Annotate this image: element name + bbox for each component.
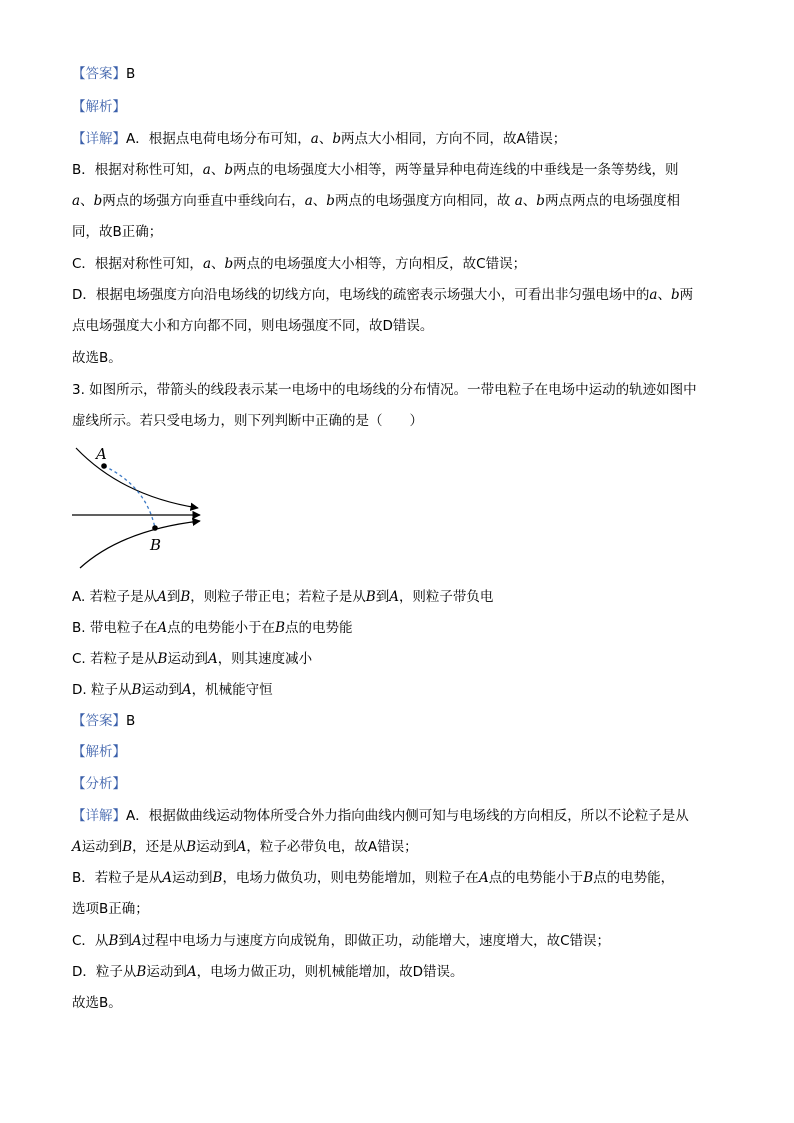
detail-label: 【详解】	[72, 131, 126, 147]
text: D. 粒子从	[72, 682, 132, 698]
q2-detail-D-2	[72, 316, 732, 336]
q3-detail-A-1	[72, 806, 732, 826]
text: 两点的电场强度大小相等，两等量异种电荷连线的中垂线是一条等势线，则	[232, 162, 679, 178]
text: 运动到	[196, 839, 237, 855]
text: 点的电势能	[285, 620, 353, 636]
field-lines-diagram	[62, 444, 212, 574]
q3-option-c	[72, 649, 732, 669]
var-B: B	[583, 870, 594, 886]
analysis-label: 【解析】	[72, 99, 126, 115]
q3-detail-C	[72, 931, 732, 951]
q3-detail-B-2	[72, 899, 732, 919]
text: D．根据电场强度方向沿电场线的切线方向，电场线的疏密表示场强大小，可看出非匀强电场中的	[72, 287, 650, 303]
field-line-top	[76, 448, 198, 508]
var-B: B	[122, 839, 133, 855]
var-A: A	[157, 589, 167, 605]
var-A: A	[207, 651, 218, 667]
text: ，电场力做负功，则电势能增加，则粒子在	[222, 870, 479, 886]
var-a: a	[202, 256, 211, 272]
var-B: B	[186, 839, 197, 855]
text: 、	[657, 287, 671, 303]
analysis-label: 【解析】	[72, 744, 126, 760]
q3-detail-A-2	[72, 837, 732, 857]
field-line-bottom	[80, 521, 200, 568]
var-a: a	[304, 193, 313, 209]
q3-detail-D	[72, 962, 732, 982]
var-A: A	[389, 589, 399, 605]
text: ，则其速度减小	[217, 651, 313, 667]
var-a: a	[649, 287, 658, 303]
q3-option-b	[72, 618, 732, 638]
var-b: b	[332, 131, 341, 147]
var-a: a	[310, 131, 319, 147]
text: 虚线所示。若只受电场力，则下列判断中正确的是（ ）	[72, 413, 423, 429]
var-A: A	[186, 964, 197, 980]
var-b: b	[670, 287, 680, 303]
var-B: B	[365, 589, 376, 605]
q2-detail-B-2	[72, 191, 732, 211]
text: ，则粒子带负电	[398, 589, 494, 605]
q3-analysis-sub	[72, 774, 732, 794]
text: B．根据对称性可知，	[72, 162, 203, 178]
var-A: A	[157, 620, 168, 636]
electric-field-figure	[62, 444, 212, 574]
text: B. 带电粒子在	[72, 620, 158, 636]
text: ，还是从	[132, 839, 187, 855]
text: 两点的场强方向垂直中垂线向右，	[102, 193, 305, 209]
analysis-sub-label: 【分析】	[72, 776, 126, 792]
text: 运动到	[81, 839, 123, 855]
var-A: A	[72, 839, 82, 855]
point-b-dot	[152, 525, 158, 531]
text: 选项B正确；	[72, 901, 149, 917]
q2-detail-B-1	[72, 160, 732, 180]
text: 3. 如图所示，带箭头的线段表示某一电场中的电场线的分布情况。一带电粒子在电场中运动的轨迹如图中	[72, 382, 697, 398]
text: A．根据点电荷电场分布可知，	[126, 131, 311, 147]
var-A: A	[181, 682, 192, 698]
q2-analysis-line	[72, 97, 732, 117]
q2-detail-B-3	[72, 222, 732, 242]
detail-label: 【详解】	[72, 808, 126, 824]
var-A: A	[131, 933, 142, 949]
point-a-dot	[101, 463, 107, 469]
text: 点的电势能小于	[488, 870, 584, 886]
text: 运动到	[141, 682, 182, 698]
q2-choose	[72, 348, 732, 368]
answer-value: B	[126, 66, 136, 82]
text: ，则粒子带正电；若粒子是从	[190, 589, 366, 605]
text: 、	[80, 193, 94, 209]
text: C．根据对称性可知，	[72, 256, 203, 272]
q2-detail-C	[72, 254, 732, 274]
text: 两	[679, 287, 694, 303]
q3-analysis-line	[72, 742, 732, 762]
text: 、	[522, 193, 537, 209]
q3-option-a	[72, 587, 732, 607]
q3-option-d	[72, 680, 732, 700]
text: ，电场力做正功，则机械能增加，故D错误。	[196, 964, 464, 980]
q2-detail-D-1	[72, 285, 732, 305]
var-B: B	[108, 933, 119, 949]
text: 、	[318, 131, 333, 147]
text: D．粒子从	[72, 964, 137, 980]
var-b: b	[224, 256, 234, 272]
text: A. 若粒子是从	[72, 589, 158, 605]
text: 到	[118, 933, 132, 949]
var-A: A	[478, 870, 489, 886]
var-B: B	[157, 651, 168, 667]
text: B．若粒子是从	[72, 870, 163, 886]
var-B: B	[180, 589, 191, 605]
text: 到	[166, 589, 181, 605]
label-a: A	[96, 445, 107, 463]
text: 运动到	[146, 964, 187, 980]
text: 两点的电场强度大小相等，方向相反，故C错误；	[233, 256, 527, 272]
text: 、	[312, 193, 327, 209]
text: C．从	[72, 933, 109, 949]
q2-answer-line	[72, 64, 732, 84]
q3-answer-line	[72, 711, 732, 731]
text: 、	[210, 162, 225, 178]
var-A: A	[162, 870, 173, 886]
var-b: b	[93, 193, 103, 209]
var-b: b	[536, 193, 545, 209]
var-B: B	[131, 682, 142, 698]
trajectory-dashed	[104, 466, 155, 528]
var-b: b	[326, 193, 335, 209]
text: 故选B。	[72, 350, 122, 366]
var-B: B	[275, 620, 286, 636]
var-a: a	[514, 193, 523, 209]
text: ，粒子必带负电，故A错误；	[246, 839, 418, 855]
text: 两点两点的电场强度相	[544, 193, 680, 209]
answer-label: 【答案】	[72, 66, 126, 82]
var-b: b	[224, 162, 233, 178]
q3-stem-2	[72, 411, 732, 431]
var-A: A	[236, 839, 247, 855]
text: 两点大小相同，方向不同，故A错误；	[340, 131, 567, 147]
text: C. 若粒子是从	[72, 651, 158, 667]
text: ，机械能守恒	[191, 682, 273, 698]
answer-label: 【答案】	[72, 713, 126, 729]
text: 两点的电场强度方向相同，故	[334, 193, 511, 209]
text: A．根据做曲线运动物体所受合外力指向曲线内侧可知与电场线的方向相反，所以不论粒子是从	[126, 808, 689, 824]
text: 运动到	[172, 870, 213, 886]
answer-value: B	[126, 713, 136, 729]
text: 点的电势能，	[593, 870, 675, 886]
q3-stem-1	[72, 380, 732, 400]
text: 故选B。	[72, 995, 122, 1011]
text: 过程中电场力与速度方向成锐角，即做正功，动能增大，速度增大，故C错误；	[141, 933, 611, 949]
var-B: B	[212, 870, 223, 886]
text: 、	[211, 256, 225, 272]
q3-choose	[72, 993, 732, 1013]
text: 点的电势能小于在	[167, 620, 276, 636]
text: 到	[375, 589, 390, 605]
q2-detail-A	[72, 129, 732, 149]
label-b: B	[150, 536, 162, 554]
text: 同，故B正确；	[72, 224, 163, 240]
text: 运动到	[167, 651, 208, 667]
text: 点电场强度大小和方向都不同，则电场强度不同，故D错误。	[72, 318, 434, 334]
var-a: a	[202, 162, 211, 178]
var-B: B	[136, 964, 147, 980]
var-a: a	[72, 193, 81, 209]
q3-detail-B-1	[72, 868, 732, 888]
